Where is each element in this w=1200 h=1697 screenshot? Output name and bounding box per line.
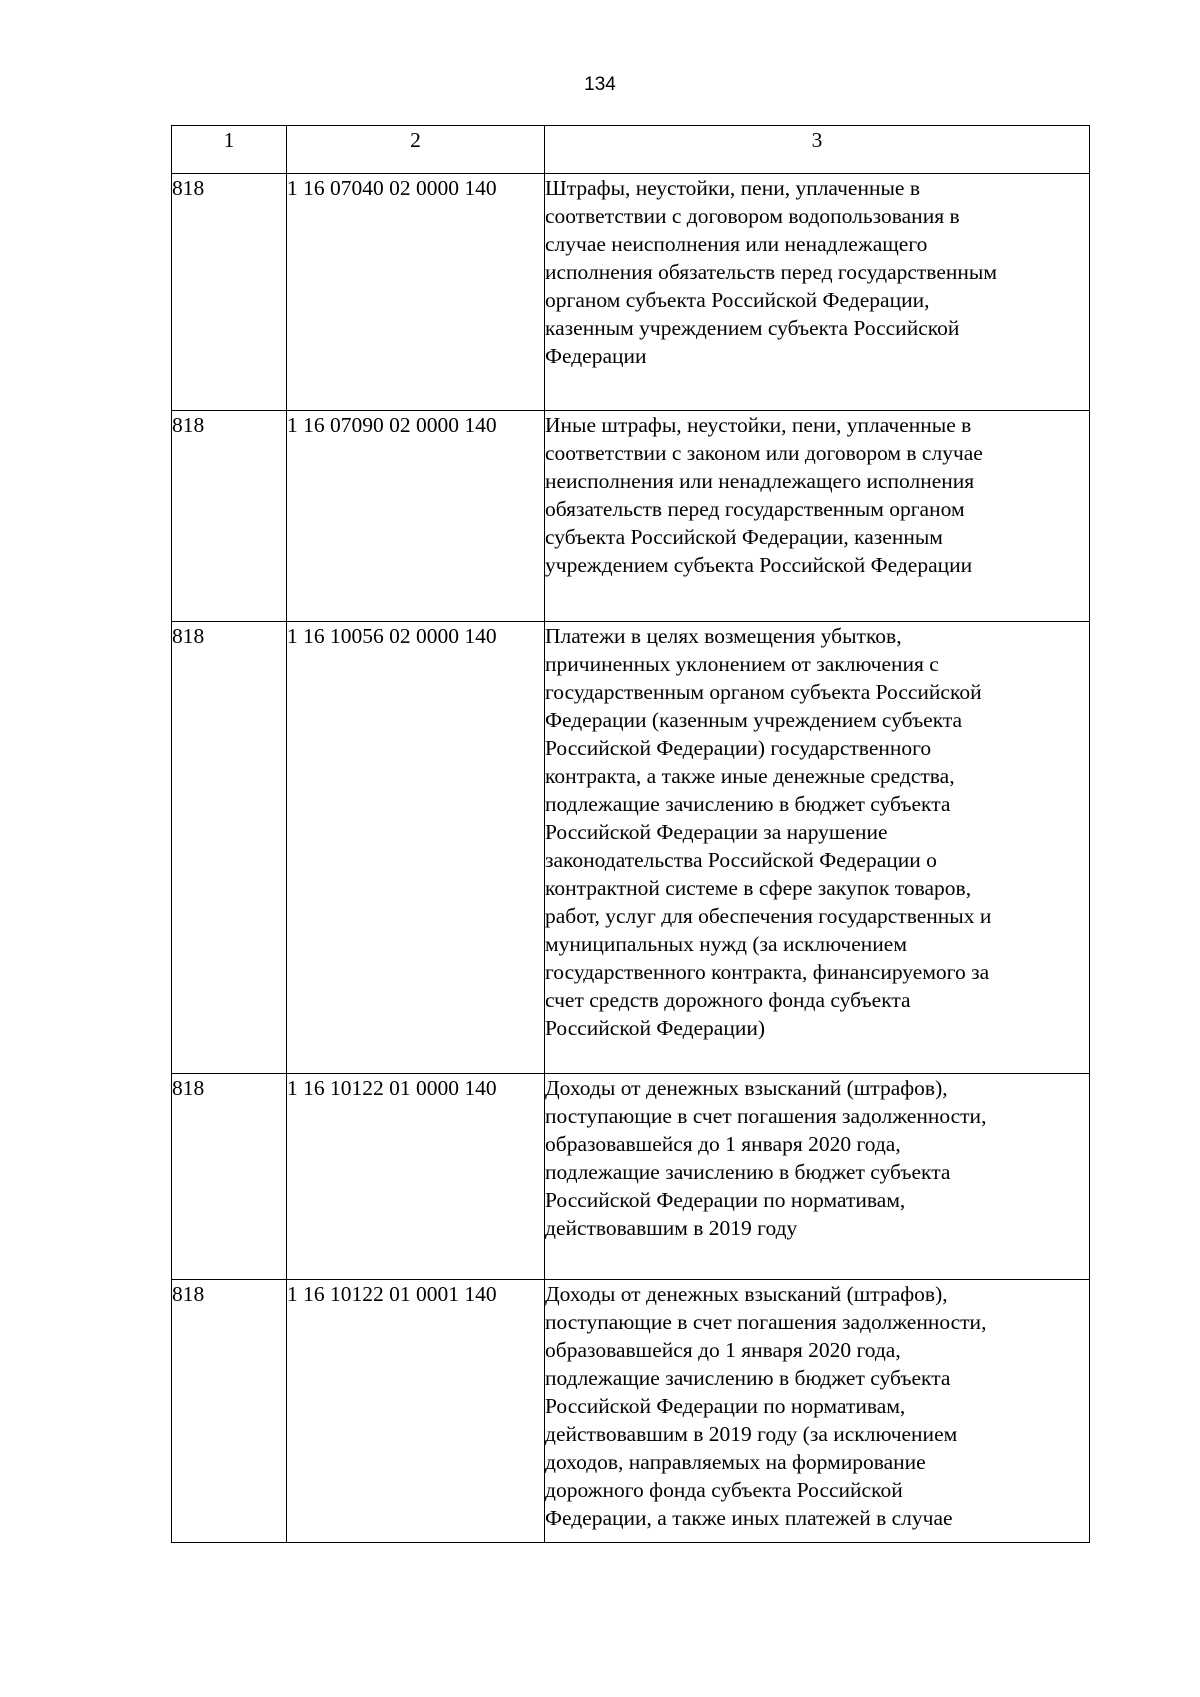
description-line: неисполнения или ненадлежащего исполнения [545, 469, 975, 493]
admin-code-cell: 818 [172, 174, 287, 411]
budget-code-cell: 1 16 07090 02 0000 140 [287, 411, 545, 622]
admin-code-cell: 818 [172, 411, 287, 622]
description-cell [545, 174, 1090, 411]
description-line: обязательств перед государственным органом [545, 497, 965, 521]
table-row [172, 1280, 1090, 1543]
admin-code-cell: 818 [172, 622, 287, 1074]
description-line: Российской Федерации по нормативам, [545, 1394, 906, 1418]
description-line: контракта, а также иные денежные средства, [545, 764, 955, 788]
description-line: Иные штрафы, неустойки, пени, уплаченные в [545, 413, 972, 437]
description-line: соответствии с договором водопользования в [545, 204, 960, 228]
column-header-2: 2 [287, 126, 545, 174]
table-row [172, 411, 1090, 622]
description-line: подлежащие зачислению в бюджет субъекта [545, 1160, 951, 1184]
description-cell [545, 622, 1090, 1074]
description-line: действовавшим в 2019 году [545, 1216, 798, 1240]
description-line: Штрафы, неустойки, пени, уплаченные в [545, 176, 921, 200]
description-line: казенным учреждением субъекта Российской [545, 316, 960, 340]
description-line: Доходы от денежных взысканий (штрафов), [545, 1076, 948, 1100]
admin-code-cell: 818 [172, 1074, 287, 1280]
column-header-1: 1 [172, 126, 287, 174]
budget-code-cell: 1 16 10122 01 0000 140 [287, 1074, 545, 1280]
description-line: счет средств дорожного фонда субъекта [545, 988, 911, 1012]
description-line: Доходы от денежных взысканий (штрафов), [545, 1282, 948, 1306]
description-line: образовавшейся до 1 января 2020 года, [545, 1338, 901, 1362]
description-line: доходов, направляемых на формирование [545, 1450, 926, 1474]
description-line: Федерации (казенным учреждением субъекта [545, 708, 963, 732]
description-line: Федерации, а также иных платежей в случае [545, 1506, 953, 1530]
description-line: случае неисполнения или ненадлежащего [545, 232, 928, 256]
description-line: Российской Федерации по нормативам, [545, 1188, 906, 1212]
description-line: муниципальных нужд (за исключением [545, 932, 907, 956]
description-line: субъекта Российской Федерации, казенным [545, 525, 943, 549]
budget-code-cell: 1 16 07040 02 0000 140 [287, 174, 545, 411]
table-row [172, 1074, 1090, 1280]
description-line: подлежащие зачислению в бюджет субъекта [545, 792, 951, 816]
column-header-3: 3 [545, 126, 1090, 174]
table-row [172, 174, 1090, 411]
description-line: Российской Федерации) [545, 1016, 766, 1040]
description-line: соответствии с законом или договором в случае [545, 441, 983, 465]
description-line: государственного контракта, финансируемого за [545, 960, 990, 984]
description-line: контрактной системе в сфере закупок товаров, [545, 876, 972, 900]
description-cell [545, 1280, 1090, 1543]
page-number: 134 [584, 74, 616, 95]
budget-code-cell: 1 16 10122 01 0001 140 [287, 1280, 545, 1543]
description-line: исполнения обязательств перед государственным [545, 260, 997, 284]
description-line: учреждением субъекта Российской Федерации [545, 553, 973, 577]
table-header-row [172, 126, 1090, 174]
description-line: Российской Федерации) государственного [545, 736, 932, 760]
budget-code-cell: 1 16 10056 02 0000 140 [287, 622, 545, 1074]
revenue-codes-table [171, 125, 1090, 1543]
description-line: дорожного фонда субъекта Российской [545, 1478, 903, 1502]
description-line: Федерации [545, 344, 647, 368]
table-row [172, 622, 1090, 1074]
description-line: поступающие в счет погашения задолженности, [545, 1310, 987, 1334]
description-line: образовавшейся до 1 января 2020 года, [545, 1132, 901, 1156]
description-line: Российской Федерации за нарушение [545, 820, 888, 844]
description-line: поступающие в счет погашения задолженности, [545, 1104, 987, 1128]
description-line: причиненных уклонением от заключения с [545, 652, 939, 676]
description-line: подлежащие зачислению в бюджет субъекта [545, 1366, 951, 1390]
description-line: Платежи в целях возмещения убытков, [545, 624, 902, 648]
description-line: законодательства Российской Федерации о [545, 848, 937, 872]
description-line: работ, услуг для обеспечения государственных и [545, 904, 992, 928]
description-line: действовавшим в 2019 году (за исключением [545, 1422, 958, 1446]
description-line: государственным органом субъекта Российской [545, 680, 982, 704]
description-cell [545, 1074, 1090, 1280]
description-line: органом субъекта Российской Федерации, [545, 288, 930, 312]
description-cell [545, 411, 1090, 622]
admin-code-cell: 818 [172, 1280, 287, 1543]
